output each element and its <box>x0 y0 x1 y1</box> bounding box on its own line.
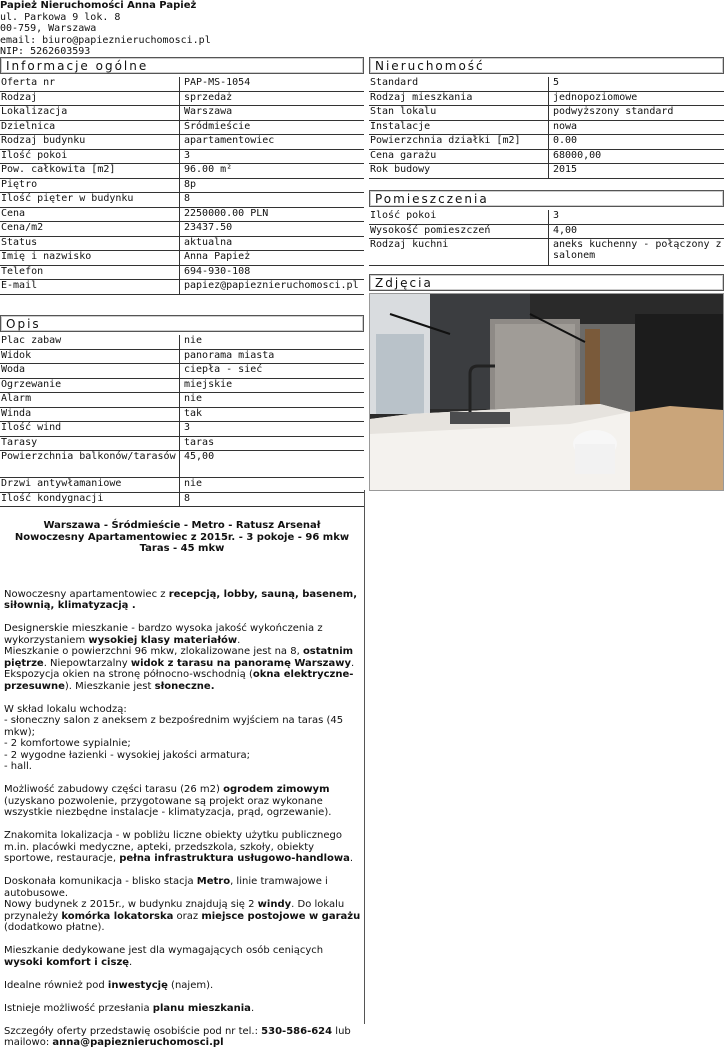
table-row <box>0 92 364 107</box>
property-table <box>369 77 724 179</box>
table-row <box>0 164 364 179</box>
general-title: Informacje ogólne <box>0 57 364 74</box>
field-value: papiez@papieznieruchomosci.pl <box>180 280 364 295</box>
field-label: Ilość wind <box>0 422 180 437</box>
paragraph-10: Szczegóły oferty przedstawię osobiście pod nr tel.: 530-586-624 lub mailowo: anna@papieznieruchomosci.pl <box>4 1025 351 1048</box>
table-row <box>0 237 364 252</box>
field-value: 8 <box>180 193 364 208</box>
field-label: Rodzaj kuchni <box>369 239 549 266</box>
table-row <box>369 225 724 240</box>
field-label: Piętro <box>0 179 180 194</box>
paragraph-5: Znakomita lokalizacja - w pobliżu liczne obiekty użytku publicznego m.in. placówki medyczne, apteki, przedszkola, szkoły, obiekty sportowe, restauracje, pełna infrastruktura usługowo-handlowa. <box>4 830 354 864</box>
field-label: Ilość kondygnacji <box>0 493 180 508</box>
paragraph-2: Designerskie mieszkanie - bardzo wysoka jakość wykończenia z wykorzystaniem wysokiej klasy materiałów. Mieszkanie o powierzchni 96 mkw, zlokalizowane jest na 8, ostatnim piętrze. Niepowtarzalny widok z tarasu na panoramę Warszawy. Ekspozycja okien na stronę północno-wschodnią (okna elektryczne-przesuwne). Mieszkanie jest słoneczne. <box>4 623 355 692</box>
photo-frame[interactable] <box>369 293 724 491</box>
field-value: taras <box>180 437 364 452</box>
field-value: 2015 <box>549 164 724 179</box>
paragraph-4: Możliwość zabudowy części tarasu (26 m2) ogrodem zimowym (uzyskano pozwolenie, przygotowane są projekt oraz wykonane wszystkie niezbędne instalacje - klimatyzacja, prąd, ogrzewanie). <box>4 784 332 818</box>
table-row <box>369 121 724 136</box>
field-label: Tarasy <box>0 437 180 452</box>
field-label: Rodzaj budynku <box>0 135 180 150</box>
field-label: Winda <box>0 408 180 423</box>
field-label: Ilość pokoi <box>0 150 180 165</box>
field-label: Standard <box>369 77 549 92</box>
column-divider <box>364 490 365 1024</box>
field-value: 0.00 <box>549 135 724 150</box>
paragraph-7: Mieszkanie dedykowane jest dla wymagających osób ceniących wysoki komfort i ciszę. <box>4 945 324 968</box>
property-section <box>369 57 724 179</box>
field-value: PAP-MS-1054 <box>180 77 364 92</box>
field-value: 3 <box>180 422 364 437</box>
company-street: ul. Parkowa 9 lok. 8 <box>0 11 121 23</box>
field-label: Rodzaj mieszkania <box>369 92 549 107</box>
table-row <box>0 251 364 266</box>
table-row <box>0 437 364 452</box>
field-label: Ogrzewanie <box>0 379 180 394</box>
field-value: nie <box>180 393 364 408</box>
table-row <box>0 266 364 281</box>
field-label: Dzielnica <box>0 121 180 136</box>
table-row <box>369 106 724 121</box>
field-label: Telefon <box>0 266 180 281</box>
table-row <box>0 179 364 194</box>
table-row <box>0 77 364 92</box>
field-value: Warszawa <box>180 106 364 121</box>
table-row <box>0 350 364 365</box>
paragraph-8: Idealne również pod inwestycję (najem). <box>4 979 214 991</box>
company-header <box>0 0 211 58</box>
field-value: 694-930-108 <box>180 266 364 281</box>
field-value: panorama miasta <box>180 350 364 365</box>
field-value: apartamentowiec <box>180 135 364 150</box>
table-row <box>369 135 724 150</box>
field-value: 8p <box>180 179 364 194</box>
field-label: Ilość pokoi <box>369 210 549 225</box>
field-label: Rodzaj <box>0 92 180 107</box>
table-row <box>369 77 724 92</box>
field-value: 96.00 m² <box>180 164 364 179</box>
field-label: Drzwi antywłamaniowe <box>0 478 180 493</box>
table-row <box>0 121 364 136</box>
table-row <box>369 92 724 107</box>
table-row <box>0 222 364 237</box>
table-row <box>0 193 364 208</box>
photos-section <box>369 274 724 291</box>
field-value: 3 <box>180 150 364 165</box>
field-value: 68000,00 <box>549 150 724 165</box>
table-row <box>0 478 364 493</box>
field-value: 23437.50 <box>180 222 364 237</box>
field-value: Śródmieście <box>180 121 364 136</box>
headline-3: Taras - 45 mkw <box>139 543 225 554</box>
table-row <box>369 164 724 179</box>
field-label: Plac zabaw <box>0 335 180 350</box>
field-label: Oferta nr <box>0 77 180 92</box>
field-label: Wysokość pomieszczeń <box>369 225 549 240</box>
field-value: nie <box>180 335 364 350</box>
field-value: 2250000.00 PLN <box>180 208 364 223</box>
field-value: podwyższony standard <box>549 106 724 121</box>
field-label: Lokalizacja <box>0 106 180 121</box>
table-row <box>0 451 364 478</box>
field-label: Powierzchnia działki [m2] <box>369 135 549 150</box>
field-label: Widok <box>0 350 180 365</box>
field-value: tak <box>180 408 364 423</box>
field-label: E-mail <box>0 280 180 295</box>
field-label: Cena/m2 <box>0 222 180 237</box>
field-label: Imię i nazwisko <box>0 251 180 266</box>
table-row <box>0 280 364 295</box>
table-row <box>369 239 724 266</box>
opis-table <box>0 335 364 507</box>
field-value: nowa <box>549 121 724 136</box>
field-value: aneks kuchenny - połączony z salonem <box>549 239 724 266</box>
table-row <box>0 393 364 408</box>
opis-section <box>0 315 364 507</box>
general-section <box>0 57 364 295</box>
kitchen-photo[interactable] <box>370 294 723 490</box>
rooms-section <box>369 190 724 266</box>
field-value: 3 <box>549 210 724 225</box>
table-row <box>0 364 364 379</box>
rooms-title: Pomieszczenia <box>369 190 724 207</box>
table-row <box>0 493 364 508</box>
description <box>0 520 364 1060</box>
paragraph-1: Nowoczesny apartamentowiec z recepcją, lobby, sauną, basenem, siłownią, klimatyzacją . <box>4 588 358 611</box>
general-table <box>0 77 364 295</box>
field-label: Rok budowy <box>369 164 549 179</box>
table-row <box>0 135 364 150</box>
table-row <box>369 210 724 225</box>
paragraph-9: Istnieje możliwość przesłania planu mieszkania. <box>4 1002 255 1014</box>
field-value: nie <box>180 478 364 493</box>
field-label: Cena garażu <box>369 150 549 165</box>
table-row <box>0 422 364 437</box>
field-value: jednopoziomowe <box>549 92 724 107</box>
field-value: 8 <box>180 493 364 508</box>
field-value: ciepła - sieć <box>180 364 364 379</box>
property-title: Nieruchomość <box>369 57 724 74</box>
field-label: Alarm <box>0 393 180 408</box>
photos-title: Zdjęcia <box>369 274 724 291</box>
field-value: sprzedaż <box>180 92 364 107</box>
field-label: Powierzchnia balkonów/tarasów <box>0 451 180 478</box>
table-row <box>0 335 364 350</box>
table-row <box>0 150 364 165</box>
company-name: Papież Nieruchomości Anna Papież <box>0 0 197 11</box>
field-value: miejskie <box>180 379 364 394</box>
field-label: Woda <box>0 364 180 379</box>
field-value: aktualna <box>180 237 364 252</box>
table-row <box>0 408 364 423</box>
field-label: Stan lokalu <box>369 106 549 121</box>
table-row <box>0 379 364 394</box>
headline-2: Nowoczesny Apartamentowiec z 2015r. - 3 pokoje - 96 mkw <box>14 531 350 543</box>
table-row <box>0 106 364 121</box>
field-value: 5 <box>549 77 724 92</box>
field-label: Status <box>0 237 180 252</box>
field-label: Cena <box>0 208 180 223</box>
field-value: 4,00 <box>549 225 724 240</box>
rooms-table <box>369 210 724 266</box>
opis-title: Opis <box>0 315 364 332</box>
company-nip: NIP: 5262603593 <box>0 46 91 57</box>
table-row <box>369 150 724 165</box>
headline-1: Warszawa - Śródmieście - Metro - Ratusz Arsenał <box>43 520 321 531</box>
paragraph-6: Doskonała komunikacja - blisko stacja Metro, linie tramwajowe i autobusowe. Nowy budynek z 2015r., w budynku znajdują się 2 windy. Do lokalu przynależy komórka lokatorska oraz miejsce postojowe w garażu (dodatkowo płatne). <box>4 876 361 933</box>
paragraph-3: W skład lokalu wchodzą: - słoneczny salon z aneksem z bezpośrednim wyjściem na taras (45 mkw); - 2 komfortowe sypialnie; - 2 wygodne łazienki - wysokiej jakości armatura; - hall. <box>4 703 344 772</box>
field-label: Ilość pięter w budynku <box>0 193 180 208</box>
field-label: Instalacje <box>369 121 549 136</box>
field-value: Anna Papież <box>180 251 364 266</box>
company-email: email: biuro@papieznieruchomosci.pl <box>0 34 211 46</box>
field-value: 45,00 <box>180 451 364 478</box>
table-row <box>0 208 364 223</box>
company-city: 00-759, Warszawa <box>0 23 97 34</box>
field-label: Pow. całkowita [m2] <box>0 164 180 179</box>
